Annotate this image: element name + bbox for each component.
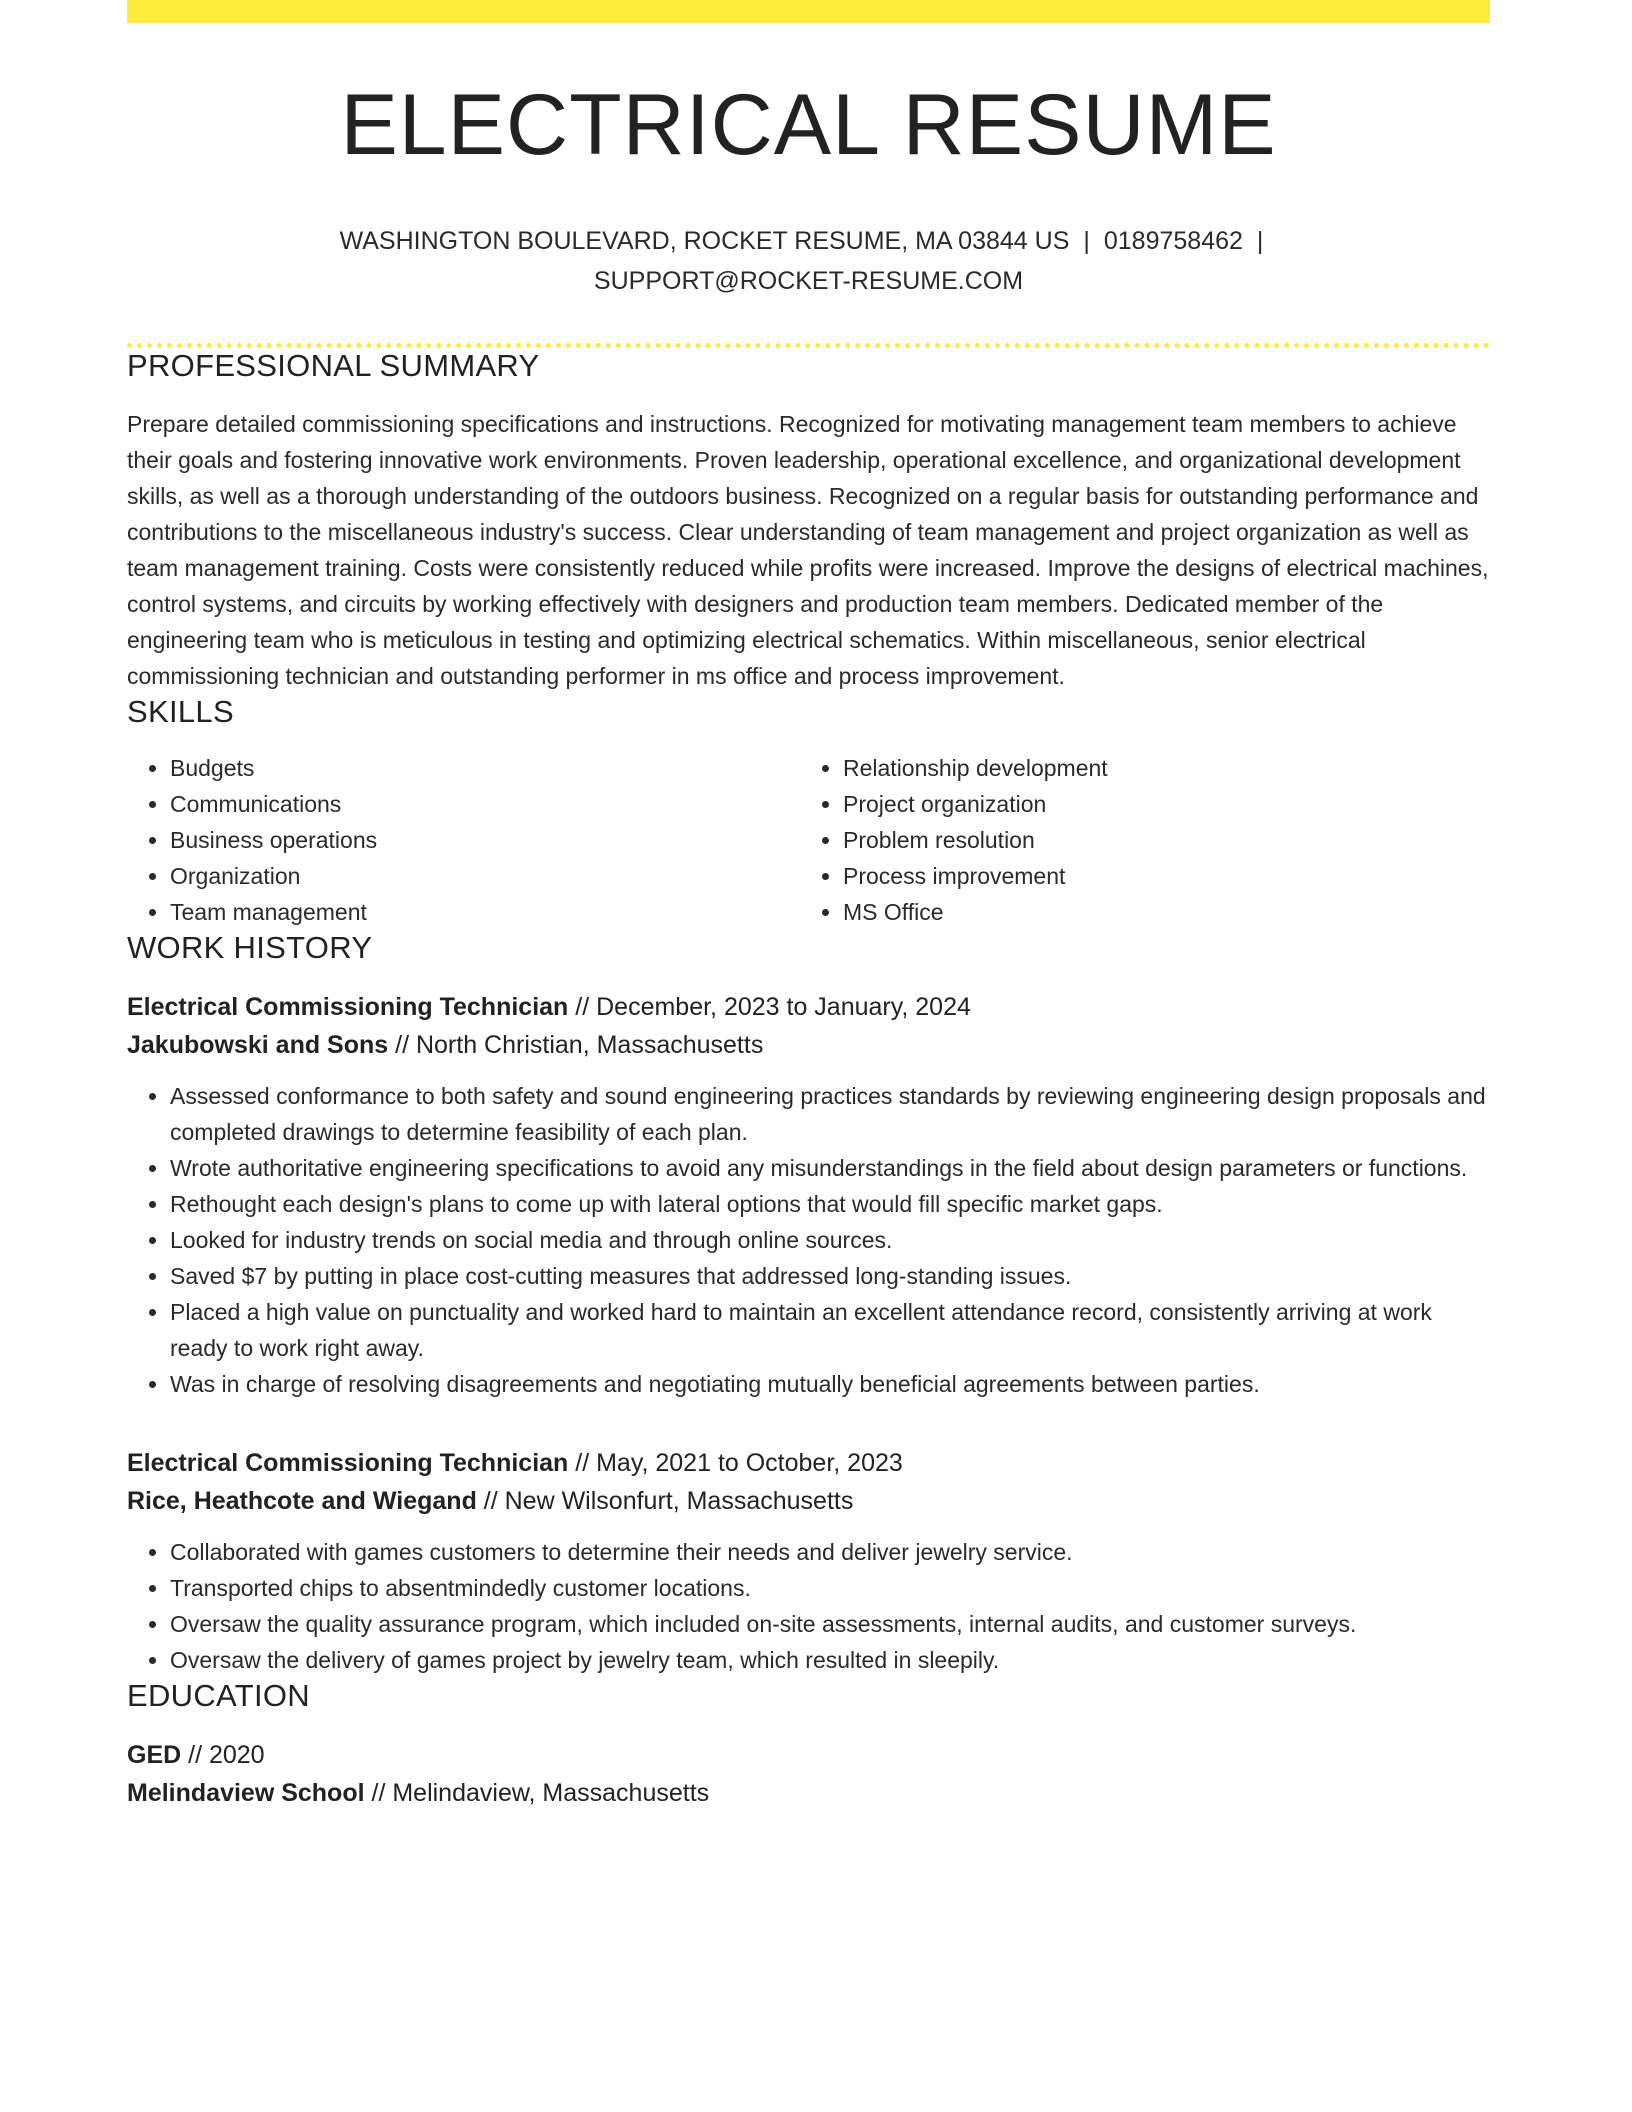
skill-item: • Team management	[170, 894, 800, 930]
summary-paragraph: Prepare detailed commissioning specifications and instructions. Recognized for motivating management team members to achieve their goals and fostering innovative work environments. Proven leadership, operational excellence, and organizational development skills, as well as a thorough understanding of the outdoors business. Recognized on a regular basis for outstanding performance and contributions to the miscellaneous industry's success. Clear understanding of team management and project organization as well as team management training. Costs were consistently reduced while profits were increased. Improve the designs of electrical machines, control systems, and circuits by working effectively with designers and production team members. Dedicated member of the engineering team who is meticulous in testing and optimizing electrical schematics. Within miscellaneous, senior electrical commissioning technician and outstanding performer in ms office and process improvement.	[127, 410, 1489, 689]
education-year: // 2020	[181, 1740, 265, 1769]
education-location: // Melindaview, Massachusetts	[364, 1778, 710, 1807]
job-bullet: • Was in charge of resolving disagreements and negotiating mutually beneficial agreements between parties.	[170, 1366, 1490, 1402]
job-bullet: • Oversaw the quality assurance program, which included on-site assessments, internal audits, and customer surveys.	[170, 1606, 1490, 1642]
job-bullet: • Assessed conformance to both safety and sound engineering practices standards by reviewing engineering design proposals and completed drawings to determine feasibility of each plan.	[170, 1078, 1490, 1150]
accent-top-bar	[127, 0, 1490, 23]
contact-email: SUPPORT@ROCKET-RESUME.COM	[593, 266, 1024, 295]
job-company-line	[127, 1482, 1490, 1520]
job-bullet: • Placed a high value on punctuality and worked hard to maintain an excellent attendance record, consistently arriving at work ready to work right away.	[170, 1294, 1490, 1366]
education-entry	[127, 1736, 1490, 1812]
skill-item: • Budgets	[170, 750, 800, 786]
job-location: // North Christian, Massachusetts	[388, 1030, 764, 1059]
skill-item: • Project organization	[843, 786, 1473, 822]
skill-item: • Process improvement	[843, 858, 1473, 894]
section-title-education: EDUCATION	[127, 1677, 310, 1713]
job-bullet: • Collaborated with games customers to determine their needs and deliver jewelry service.	[170, 1534, 1490, 1570]
contact-info	[127, 221, 1490, 301]
skill-item: • Communications	[170, 786, 800, 822]
education-school: Melindaview School	[127, 1778, 365, 1807]
job-company: Rice, Heathcote and Wiegand	[127, 1486, 477, 1515]
job-company-line	[127, 1026, 1490, 1064]
contact-separator: |	[1256, 226, 1264, 255]
job-bullet: • Wrote authoritative engineering specifications to avoid any misunderstandings in the field about design parameters or functions.	[170, 1150, 1490, 1186]
job-bullets	[127, 1534, 1490, 1678]
job-bullet: • Transported chips to absentmindedly customer locations.	[170, 1570, 1490, 1606]
education-degree: GED	[127, 1740, 182, 1769]
work-history-section	[127, 930, 1490, 1678]
job-role-line	[127, 1444, 1490, 1482]
job-bullets	[127, 1078, 1490, 1402]
resume-page	[127, 0, 1490, 1812]
job-bullet: • Rethought each design's plans to come up with lateral options that would fill specific market gaps.	[170, 1186, 1490, 1222]
section-title-skills: SKILLS	[127, 693, 234, 729]
skills-list-left	[127, 750, 800, 930]
job-role: Electrical Commissioning Technician	[127, 992, 569, 1021]
job-bullet: • Oversaw the delivery of games project by jewelry team, which resulted in sleepily.	[170, 1642, 1490, 1678]
resume-title: ELECTRICAL RESUME	[340, 77, 1277, 173]
section-title-summary: PROFESSIONAL SUMMARY	[127, 347, 540, 383]
skills-columns	[127, 750, 1490, 930]
skills-section	[127, 694, 1490, 930]
skills-list-right	[800, 750, 1473, 930]
section-title-work-history: WORK HISTORY	[127, 929, 373, 965]
job-entry	[127, 1444, 1490, 1678]
education-degree-line	[127, 1736, 1490, 1774]
job-role: Electrical Commissioning Technician	[127, 1448, 569, 1477]
job-role-line	[127, 988, 1490, 1026]
skill-item: • Relationship development	[843, 750, 1473, 786]
professional-summary-section	[127, 348, 1490, 694]
skill-item: • Business operations	[170, 822, 800, 858]
job-bullet: • Looked for industry trends on social media and through online sources.	[170, 1222, 1490, 1258]
contact-address: WASHINGTON BOULEVARD, ROCKET RESUME, MA 03844 US	[339, 226, 1070, 255]
skill-item: • Problem resolution	[843, 822, 1473, 858]
skill-item: • MS Office	[843, 894, 1473, 930]
education-section	[127, 1678, 1490, 1812]
job-dates: // May, 2021 to October, 2023	[568, 1448, 903, 1477]
skill-item: • Organization	[170, 858, 800, 894]
job-dates: // December, 2023 to January, 2024	[568, 992, 971, 1021]
job-bullet: • Saved $7 by putting in place cost-cutting measures that addressed long-standing issues.	[170, 1258, 1490, 1294]
contact-separator: |	[1083, 226, 1090, 255]
job-entry	[127, 988, 1490, 1402]
contact-phone: 0189758462	[1103, 226, 1243, 255]
job-location: // New Wilsonfurt, Massachusetts	[476, 1486, 854, 1515]
education-school-line	[127, 1774, 1490, 1812]
job-company: Jakubowski and Sons	[127, 1030, 389, 1059]
